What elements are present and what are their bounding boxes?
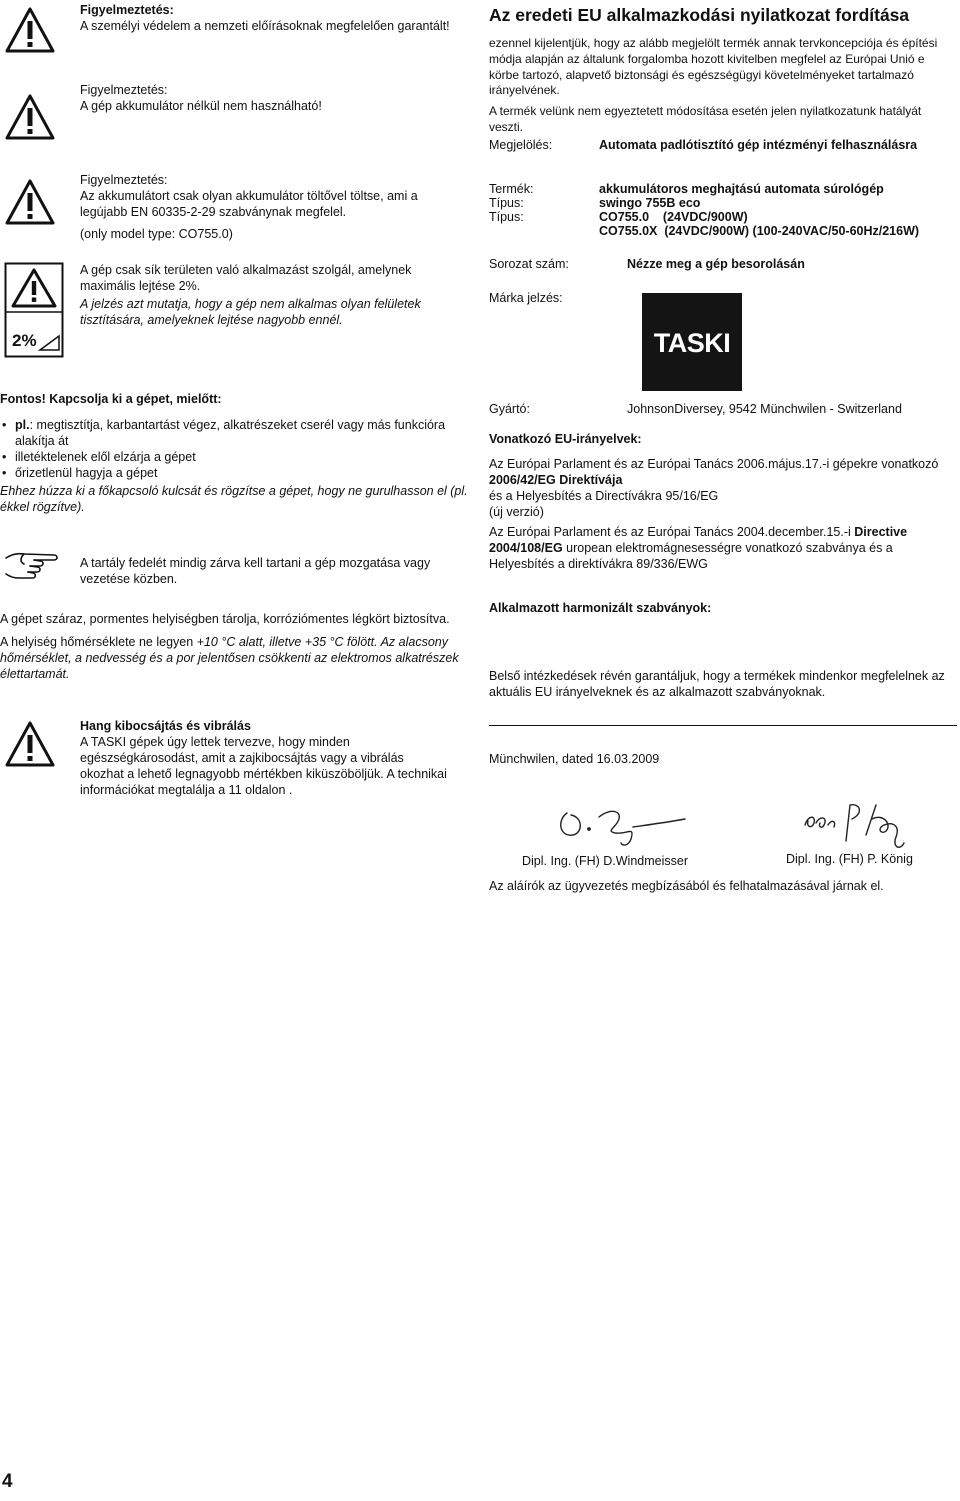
signature-konig — [800, 795, 920, 859]
designation-row — [489, 137, 959, 155]
signature-windmeisser — [555, 795, 695, 854]
important-list — [0, 417, 470, 481]
important-heading: Fontos! Kapcsolja ki a gépet, mielőtt: — [0, 392, 222, 406]
list-item: • őrizetlenül hagyja a gépet — [0, 465, 470, 481]
signer-1-name: Dipl. Ing. (FH) D.Windmeisser — [522, 854, 688, 868]
warning-title: Figyelmeztetés: — [80, 3, 174, 17]
model-note: (only model type: CO755.0) — [80, 227, 233, 241]
serial-row — [489, 256, 959, 274]
storage-temperature-text: A helyiség hőmérséklete ne legyen +10 °C alatt, illetve +35 °C fölött. Az alacsony hőmérséklet, a nedvesség és a por jelentősen csökkenti az elektromos alkatrészek élettartamát. — [0, 635, 459, 681]
type-row-2 — [489, 223, 959, 239]
list-item: • pl.: megtisztítja, karbantartást végez, alkatrészeket cserél vagy más funkcióra alakítja át — [0, 417, 470, 449]
serial-value: Nézze meg a gép besorolásán — [627, 257, 805, 271]
internal-measures-text: Belső intézkedések révén garantáljuk, hogy a termékek mindenkor megfelelnek az aktuális EU irányelveknek és az alkalmazott szabványoknak. — [489, 669, 945, 699]
declaration-title: Az eredeti EU alkalmazkodási nyilatkozat fordítása — [489, 5, 910, 25]
storage-block — [0, 611, 460, 682]
intro-text-2: A termék velünk nem egyeztetett módosítása esetén jelen nyilatkozatunk hatályát veszti. — [489, 104, 922, 135]
noise-block — [80, 718, 450, 798]
designation-label: Megjelölés: — [489, 138, 553, 152]
serial-label: Sorozat szám: — [489, 257, 569, 271]
brand-label: Márka jelzés: — [489, 291, 563, 305]
taski-logo — [642, 293, 742, 391]
place-date: Münchwilen, dated 16.03.2009 — [489, 752, 660, 766]
page-number: 4 — [2, 1471, 13, 1492]
warning-title: Figyelmeztetés: — [80, 173, 168, 187]
slope-text: A gép csak sík területen való alkalmazást szolgál, amelynek maximális lejtése 2%. — [80, 263, 412, 293]
warning-text: Az akkumulátort csak olyan akkumulátor töltővel töltse, ami a legújabb EN 60335-2-29 szabványnak megfelel. — [80, 189, 418, 219]
warning-triangle-icon — [4, 6, 56, 54]
important-block — [0, 391, 470, 515]
type-value: CO755.0 (24VDC/900W) — [599, 210, 748, 224]
warning-triangle-icon — [4, 720, 56, 768]
signer-2-name: Dipl. Ing. (FH) P. König — [786, 852, 913, 866]
warning-block-battery — [80, 82, 460, 114]
slope-percent-label: 2% — [12, 331, 37, 350]
harmonized-standards-heading: Alkalmazott harmonizált szabványok: — [489, 601, 712, 615]
noise-text: A TASKI gépek úgy lettek tervezve, hogy minden egészségkárosodást, amit a zajkibocsájtás vagy a vibrálás okozhat a lehető legnagyobb mértékben kiküszöböljük. A technikai információkat megtalálja a 11 oldalon . — [80, 735, 447, 797]
divider-line — [489, 725, 957, 726]
tank-lid-note: A tartály fedelét mindig zárva kell tartani a gép mozgatása vagy vezetése közben. — [80, 556, 431, 586]
storage-text: A gépet száraz, pormentes helyiségben tárolja, korróziómentes légkört biztosítva. — [0, 612, 450, 626]
important-italic-note: Ehhez húzza ki a főkapcsoló kulcsát és rögzítse a gépet, hogy ne gurulhasson el (pl. ékkel rögzítve). — [0, 484, 468, 514]
declaration-intro — [489, 36, 955, 136]
product-value: akkumulátoros meghajtású automata súrológép — [599, 182, 884, 196]
taski-logo-text: TASKI — [653, 328, 731, 358]
eu-directive-2: Az Európai Parlament és az Európai Tanács 2004.december.15.-i Directive 2004/108/EG uropean elektromágnesességre vonatkozó szabványa és a Helyesbítés a direktívákra 89/336/EWG — [489, 525, 908, 571]
warning-title: Figyelmeztetés: — [80, 83, 168, 97]
type-value: CO755.0X (24VDC/900W) (100-240VAC/50-60Hz/216W) — [599, 224, 920, 238]
manufacturer-row — [489, 401, 959, 419]
type-value: swingo 755B eco — [599, 196, 701, 210]
warning-block-charger — [80, 172, 460, 242]
eu-directives-heading: Vonatkozó EU-irányelvek: — [489, 432, 642, 446]
noise-title: Hang kibocsájtás és vibrálás — [80, 719, 251, 733]
slope-block — [80, 262, 460, 328]
warning-text: A gép akkumulátor nélkül nem használható! — [80, 99, 322, 113]
warning-triangle-icon — [4, 178, 56, 226]
product-label: Termék: — [489, 182, 534, 196]
slope-text-italic: A jelzés azt mutatja, hogy a gép nem alkalmas olyan felületek tisztítására, amelyeknek lejtése nagyobb ennél. — [80, 297, 421, 327]
manufacturer-value: JohnsonDiversey, 9542 Münchwilen - Switzerland — [627, 402, 902, 416]
list-item: • illetéktelenek elől elzárja a gépet — [0, 449, 470, 465]
warning-triangle-icon — [4, 93, 56, 141]
signature-note: Az aláírók az ügyvezetés megbízásából és felhatalmazásával járnak el. — [489, 879, 884, 893]
designation-value: Automata padlótisztító gép intézményi felhasználásra — [599, 138, 918, 152]
type-label: Típus: — [489, 210, 524, 224]
pointing-hand-icon — [4, 548, 60, 584]
eu-directive-1: Az Európai Parlament és az Európai Tanács 2006.május.17.-i gépekre vonatkozó 2006/42/EG Direktívája és a Helyesbítés a Directívákra 95/16/EG (új verzió) — [489, 457, 939, 519]
manufacturer-label: Gyártó: — [489, 402, 530, 416]
type-label: Típus: — [489, 196, 524, 210]
intro-text: ezennel kijelentjük, hogy az alább megjelölt termék annak tervkoncepciója és építési módja alapján az általunk forgalomba hozott kivitelben megfelel az Európai Unió e körbe tartozó, alapvető biztonsági és egészségügyi követelményeket tartalmazó irányelvének. — [489, 36, 938, 98]
warning-block-personal-protection — [80, 2, 460, 34]
warning-text: A személyi védelem a nemzeti előírásoknak megfelelően garantált! — [80, 19, 450, 33]
